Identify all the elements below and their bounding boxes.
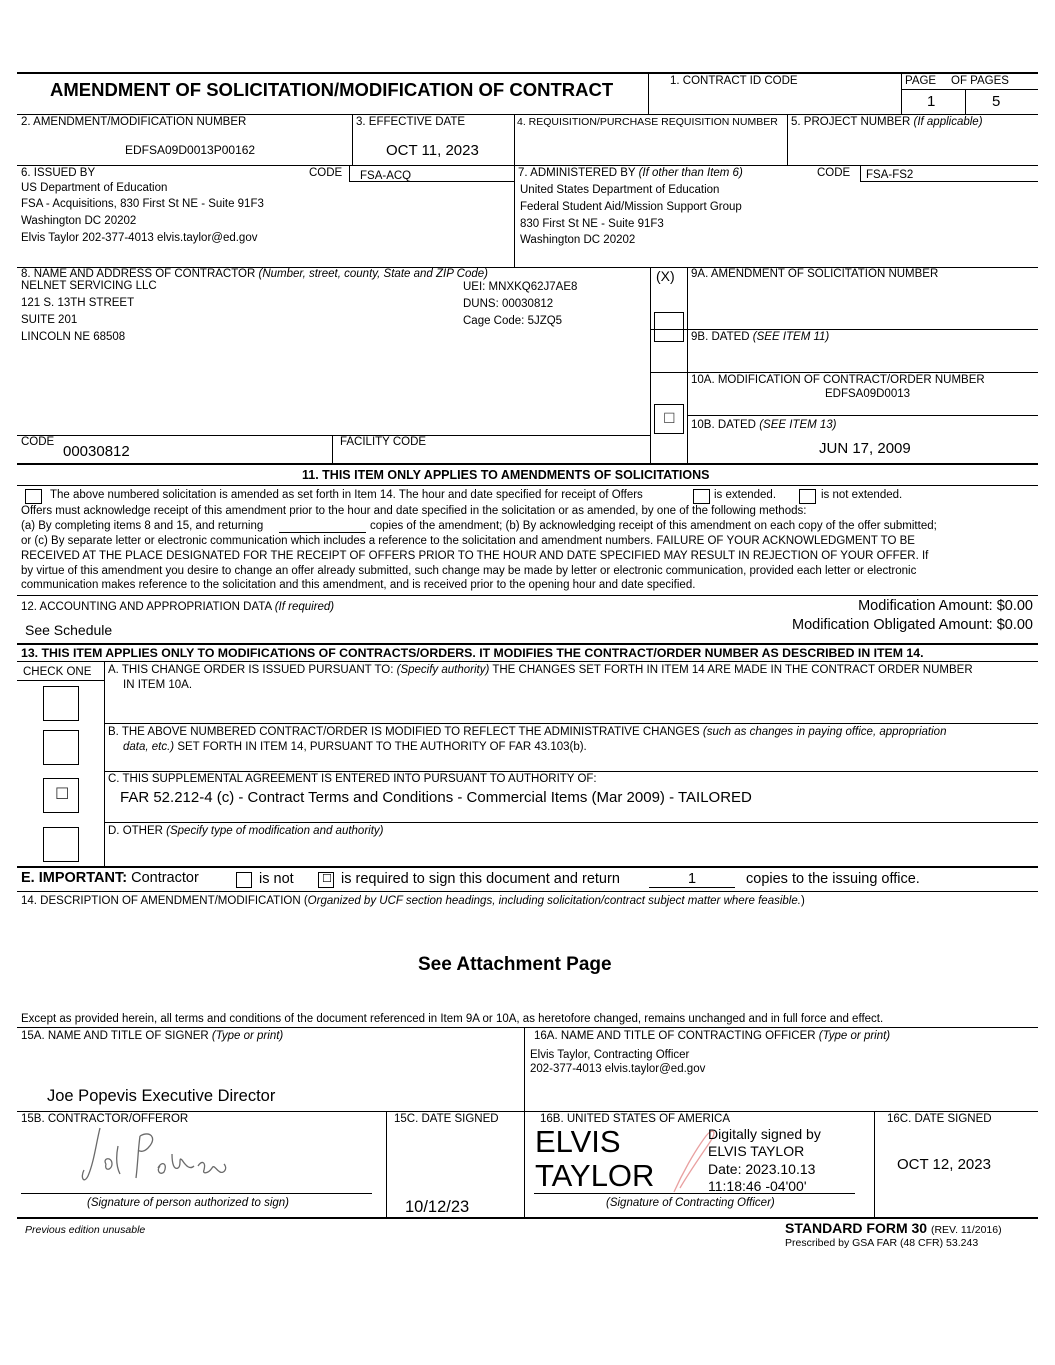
check-one-label: CHECK ONE	[23, 666, 92, 678]
item13d-text: D. OTHER (Specify type of modification and authority)	[108, 825, 384, 837]
item11-line-3a: (a) By completing items 8 and 15, and returning	[21, 520, 264, 532]
is-required-checkbox[interactable]	[318, 872, 334, 888]
item13a-checkbox[interactable]	[43, 686, 79, 721]
item14-label: 14. DESCRIPTION OF AMENDMENT/MODIFICATION (Organized by UCF section headings, including solicitation/contract subject matter where feasible.)	[21, 895, 805, 907]
digital-sig-name-1: ELVIS	[535, 1124, 621, 1159]
contractor-line-1: NELNET SERVICING LLC	[21, 280, 157, 292]
digital-sig-line-1: Digitally signed by	[708, 1126, 821, 1142]
except-statement: Except as provided herein, all terms and conditions of the document referenced in Item 9A or 10A, as heretofore changed, remains unchanged and in full force and effect.	[21, 1013, 884, 1025]
item13c-authority: FAR 52.212-4 (c) - Contract Terms and Conditions - Commercial Items (Mar 2009) - TAILORED	[120, 789, 752, 806]
item13a-text: A. THIS CHANGE ORDER IS ISSUED PURSUANT TO: (Specify authority) THE CHANGES SET FORTH IN ITEM 14 ARE MADE IN THE CONTRACT ORDER NUMBER	[108, 664, 973, 676]
return-copies: 1	[688, 871, 697, 887]
modification-obligated-amount: Modification Obligated Amount: $0.00	[791, 617, 1033, 633]
effective-date: OCT 11, 2023	[386, 142, 479, 159]
digital-sig-line-3: Date: 2023.10.13	[708, 1161, 816, 1177]
form-title: AMENDMENT OF SOLICITATION/MODIFICATION OF CONTRACT	[50, 79, 614, 100]
not-extended-label: is not extended.	[821, 489, 903, 501]
is-not-label: is not	[259, 871, 294, 887]
item13a-text-2: IN ITEM 10A.	[123, 679, 193, 691]
digital-sig-name-2: TAYLOR	[535, 1158, 655, 1193]
item9-checkbox[interactable]	[654, 312, 684, 342]
item11-line-6: by virtue of this amendment you desire to change an offer already submitted, such change may be made by letter or electronic communication, provided each letter or electronic	[21, 565, 917, 577]
item10b-label: 10B. DATED (SEE ITEM 13)	[691, 419, 837, 431]
project-number-label: 5. PROJECT NUMBER (If applicable)	[791, 116, 983, 128]
signer-name-title: Joe Popevis Executive Director	[47, 1087, 276, 1105]
item11-line-4: or (c) By separate letter or electronic communication which includes a reference to the solicitation and amendment numbers. FAILURE OF YOUR ACKNOWLEDGMENT TO BE	[21, 535, 915, 547]
contractor-code: 00030812	[63, 443, 130, 460]
requisition-label: 4. REQUISITION/PURCHASE REQUISITION NUMBER	[517, 116, 778, 128]
issued-line-1: US Department of Education	[21, 182, 168, 194]
item10a-label: 10A. MODIFICATION OF CONTRACT/ORDER NUMBER	[691, 374, 985, 386]
modification-amount: Modification Amount: $0.00	[858, 598, 1033, 614]
admin-line-3: 830 First St NE - Suite 91F3	[520, 218, 664, 230]
item11-line-1: The above numbered solicitation is amended as set forth in Item 14. The hour and date specified for receipt of Offers	[50, 489, 643, 501]
item16a-label: 16A. NAME AND TITLE OF CONTRACTING OFFICER (Type or print)	[534, 1030, 891, 1042]
is-extended-checkbox[interactable]	[693, 489, 710, 504]
contractor-code-label: CODE	[21, 436, 55, 448]
item15a-label: 15A. NAME AND TITLE OF SIGNER (Type or print)	[21, 1030, 284, 1042]
item11-header: 11. THIS ITEM ONLY APPLIES TO AMENDMENTS OF SOLICITATIONS	[302, 468, 710, 482]
is-required-glyph: ☐	[322, 873, 332, 885]
item10-checkbox[interactable]	[654, 404, 684, 434]
contractor-duns: DUNS: 00030812	[463, 298, 554, 310]
issued-line-3: Washington DC 20202	[21, 215, 137, 227]
admin-line-2: Federal Student Aid/Mission Support Group	[520, 201, 742, 213]
page-number: 1	[927, 93, 936, 110]
item15c-label: 15C. DATE SIGNED	[394, 1113, 499, 1125]
item9b-label: 9B. DATED (SEE ITEM 11)	[691, 331, 830, 343]
issued-code: FSA-ACQ	[360, 170, 412, 182]
item13c-text: C. THIS SUPPLEMENTAL AGREEMENT IS ENTERED INTO PURSUANT TO AUTHORITY OF:	[108, 773, 597, 785]
issued-code-label: CODE	[309, 167, 343, 179]
form-name: STANDARD FORM 30 (REV. 11/2016)	[785, 1220, 1002, 1236]
item13c-checkbox[interactable]	[43, 778, 79, 813]
total-pages: 5	[992, 93, 1001, 110]
item9-x-mark: (X)	[656, 268, 675, 284]
amendment-number-label: 2. AMENDMENT/MODIFICATION NUMBER	[21, 116, 247, 128]
facility-code-label: FACILITY CODE	[340, 436, 427, 448]
admin-code: FSA-FS2	[866, 169, 914, 181]
effective-date-label: 3. EFFECTIVE DATE	[356, 116, 466, 128]
of-pages-label: OF PAGES	[951, 75, 1009, 87]
issued-line-4: Elvis Taylor 202-377-4013 elvis.taylor@ed.gov	[21, 232, 258, 244]
see-attachment: See Attachment Page	[418, 954, 612, 975]
administered-by-label: 7. ADMINISTERED BY (If other than Item 6)	[518, 167, 743, 179]
contractor-line-3: SUITE 201	[21, 314, 78, 326]
item13-header: 13. THIS ITEM APPLIES ONLY TO MODIFICATIONS OF CONTRACTS/ORDERS. IT MODIFIES THE CONTRACT/ORDER NUMBER AS DESCRIBED IN ITEM 14.	[21, 646, 924, 660]
digital-sig-line-2: ELVIS TAYLOR	[708, 1143, 805, 1159]
issued-by-label: 6. ISSUED BY	[21, 167, 96, 179]
contractor-label: 8. NAME AND ADDRESS OF CONTRACTOR (Number, street, county, State and ZIP Code)	[21, 268, 488, 280]
admin-line-4: Washington DC 20202	[520, 234, 636, 246]
previous-edition-note: Previous edition unusable	[25, 1224, 146, 1236]
contractor-line-4: LINCOLN NE 68508	[21, 331, 126, 343]
is-extended-label: is extended.	[714, 489, 777, 501]
contractor-date-signed: 10/12/23	[405, 1198, 470, 1216]
item12-label: 12. ACCOUNTING AND APPROPRIATION DATA (If required)	[21, 601, 335, 613]
item11-line-3b: copies of the amendment; (b) By acknowledging receipt of this amendment on each copy of the offer submitted;	[370, 520, 937, 532]
item15b-label: 15B. CONTRACTOR/OFFEROR	[21, 1113, 189, 1125]
item13d-checkbox[interactable]	[43, 827, 79, 862]
is-required-label: is required to sign this document and return	[341, 871, 620, 887]
item10b-value: JUN 17, 2009	[819, 440, 911, 457]
officer-line-1: Elvis Taylor, Contracting Officer	[530, 1049, 690, 1061]
contractor-line-2: 121 S. 13TH STREET	[21, 297, 135, 309]
not-extended-checkbox[interactable]	[799, 489, 816, 504]
officer-line-2: 202-377-4013 elvis.taylor@ed.gov	[530, 1063, 706, 1075]
item16c-label: 16C. DATE SIGNED	[887, 1113, 992, 1125]
item13b-text-2: data, etc.) SET FORTH IN ITEM 14, PURSUANT TO THE AUTHORITY OF FAR 43.103(b).	[123, 741, 587, 753]
contractor-signature	[78, 1124, 238, 1186]
contractor-signature-label: (Signature of person authorized to sign)	[87, 1197, 290, 1209]
important-line: E. IMPORTANT: Contractor	[21, 870, 199, 886]
page-label: PAGE	[905, 75, 937, 87]
item11-amended-checkbox[interactable]	[25, 489, 42, 504]
item10a-value: EDFSA09D0013	[825, 388, 911, 400]
item11-line-5: RECEIVED AT THE PLACE DESIGNATED FOR THE RECEIPT OF OFFERS PRIOR TO THE HOUR AND DATE SPECIFIED MAY RESULT IN REJECTION OF YOUR OFFER. If	[21, 550, 929, 562]
item13b-checkbox[interactable]	[43, 730, 79, 765]
item10-check-glyph: ☐	[663, 410, 676, 426]
contract-id-label: 1. CONTRACT ID CODE	[670, 75, 798, 87]
admin-line-1: United States Department of Education	[520, 184, 720, 196]
officer-signature-label: (Signature of Contracting Officer)	[606, 1197, 775, 1209]
contractor-uei: UEI: MNXKQ62J7AE8	[463, 281, 578, 293]
admin-code-label: CODE	[817, 167, 851, 179]
amendment-number: EDFSA09D0013P00162	[125, 143, 256, 157]
is-not-required-checkbox[interactable]	[236, 872, 252, 888]
item11-line-2: Offers must acknowledge receipt of this amendment prior to the hour and date specified in the solicitation or as amended, by one of the following methods:	[21, 505, 807, 517]
item13c-check-glyph: ☐	[55, 786, 70, 803]
officer-date-signed: OCT 12, 2023	[897, 1156, 991, 1173]
issued-line-2: FSA - Acquisitions, 830 First St NE - Suite 91F3	[21, 198, 264, 210]
item11-line-7: communication makes reference to the solicitation and this amendment, and is received prior to the opening hour and date specified.	[21, 579, 696, 591]
return-copies-tail: copies to the issuing office.	[746, 871, 920, 887]
digital-sig-line-4: 11:18:46 -04'00'	[708, 1178, 807, 1194]
item13b-text: B. THE ABOVE NUMBERED CONTRACT/ORDER IS MODIFIED TO REFLECT THE ADMINISTRATIVE CHANGES (such as changes in paying office, appropriation	[108, 726, 947, 738]
item12-value: See Schedule	[25, 622, 113, 638]
prescribed-by: Prescribed by GSA FAR (48 CFR) 53.243	[785, 1237, 979, 1249]
item16b-label: 16B. UNITED STATES OF AMERICA	[540, 1113, 730, 1125]
item9a-label: 9A. AMENDMENT OF SOLICITATION NUMBER	[691, 268, 939, 280]
contractor-cage: Cage Code: 5JZQ5	[463, 315, 563, 327]
